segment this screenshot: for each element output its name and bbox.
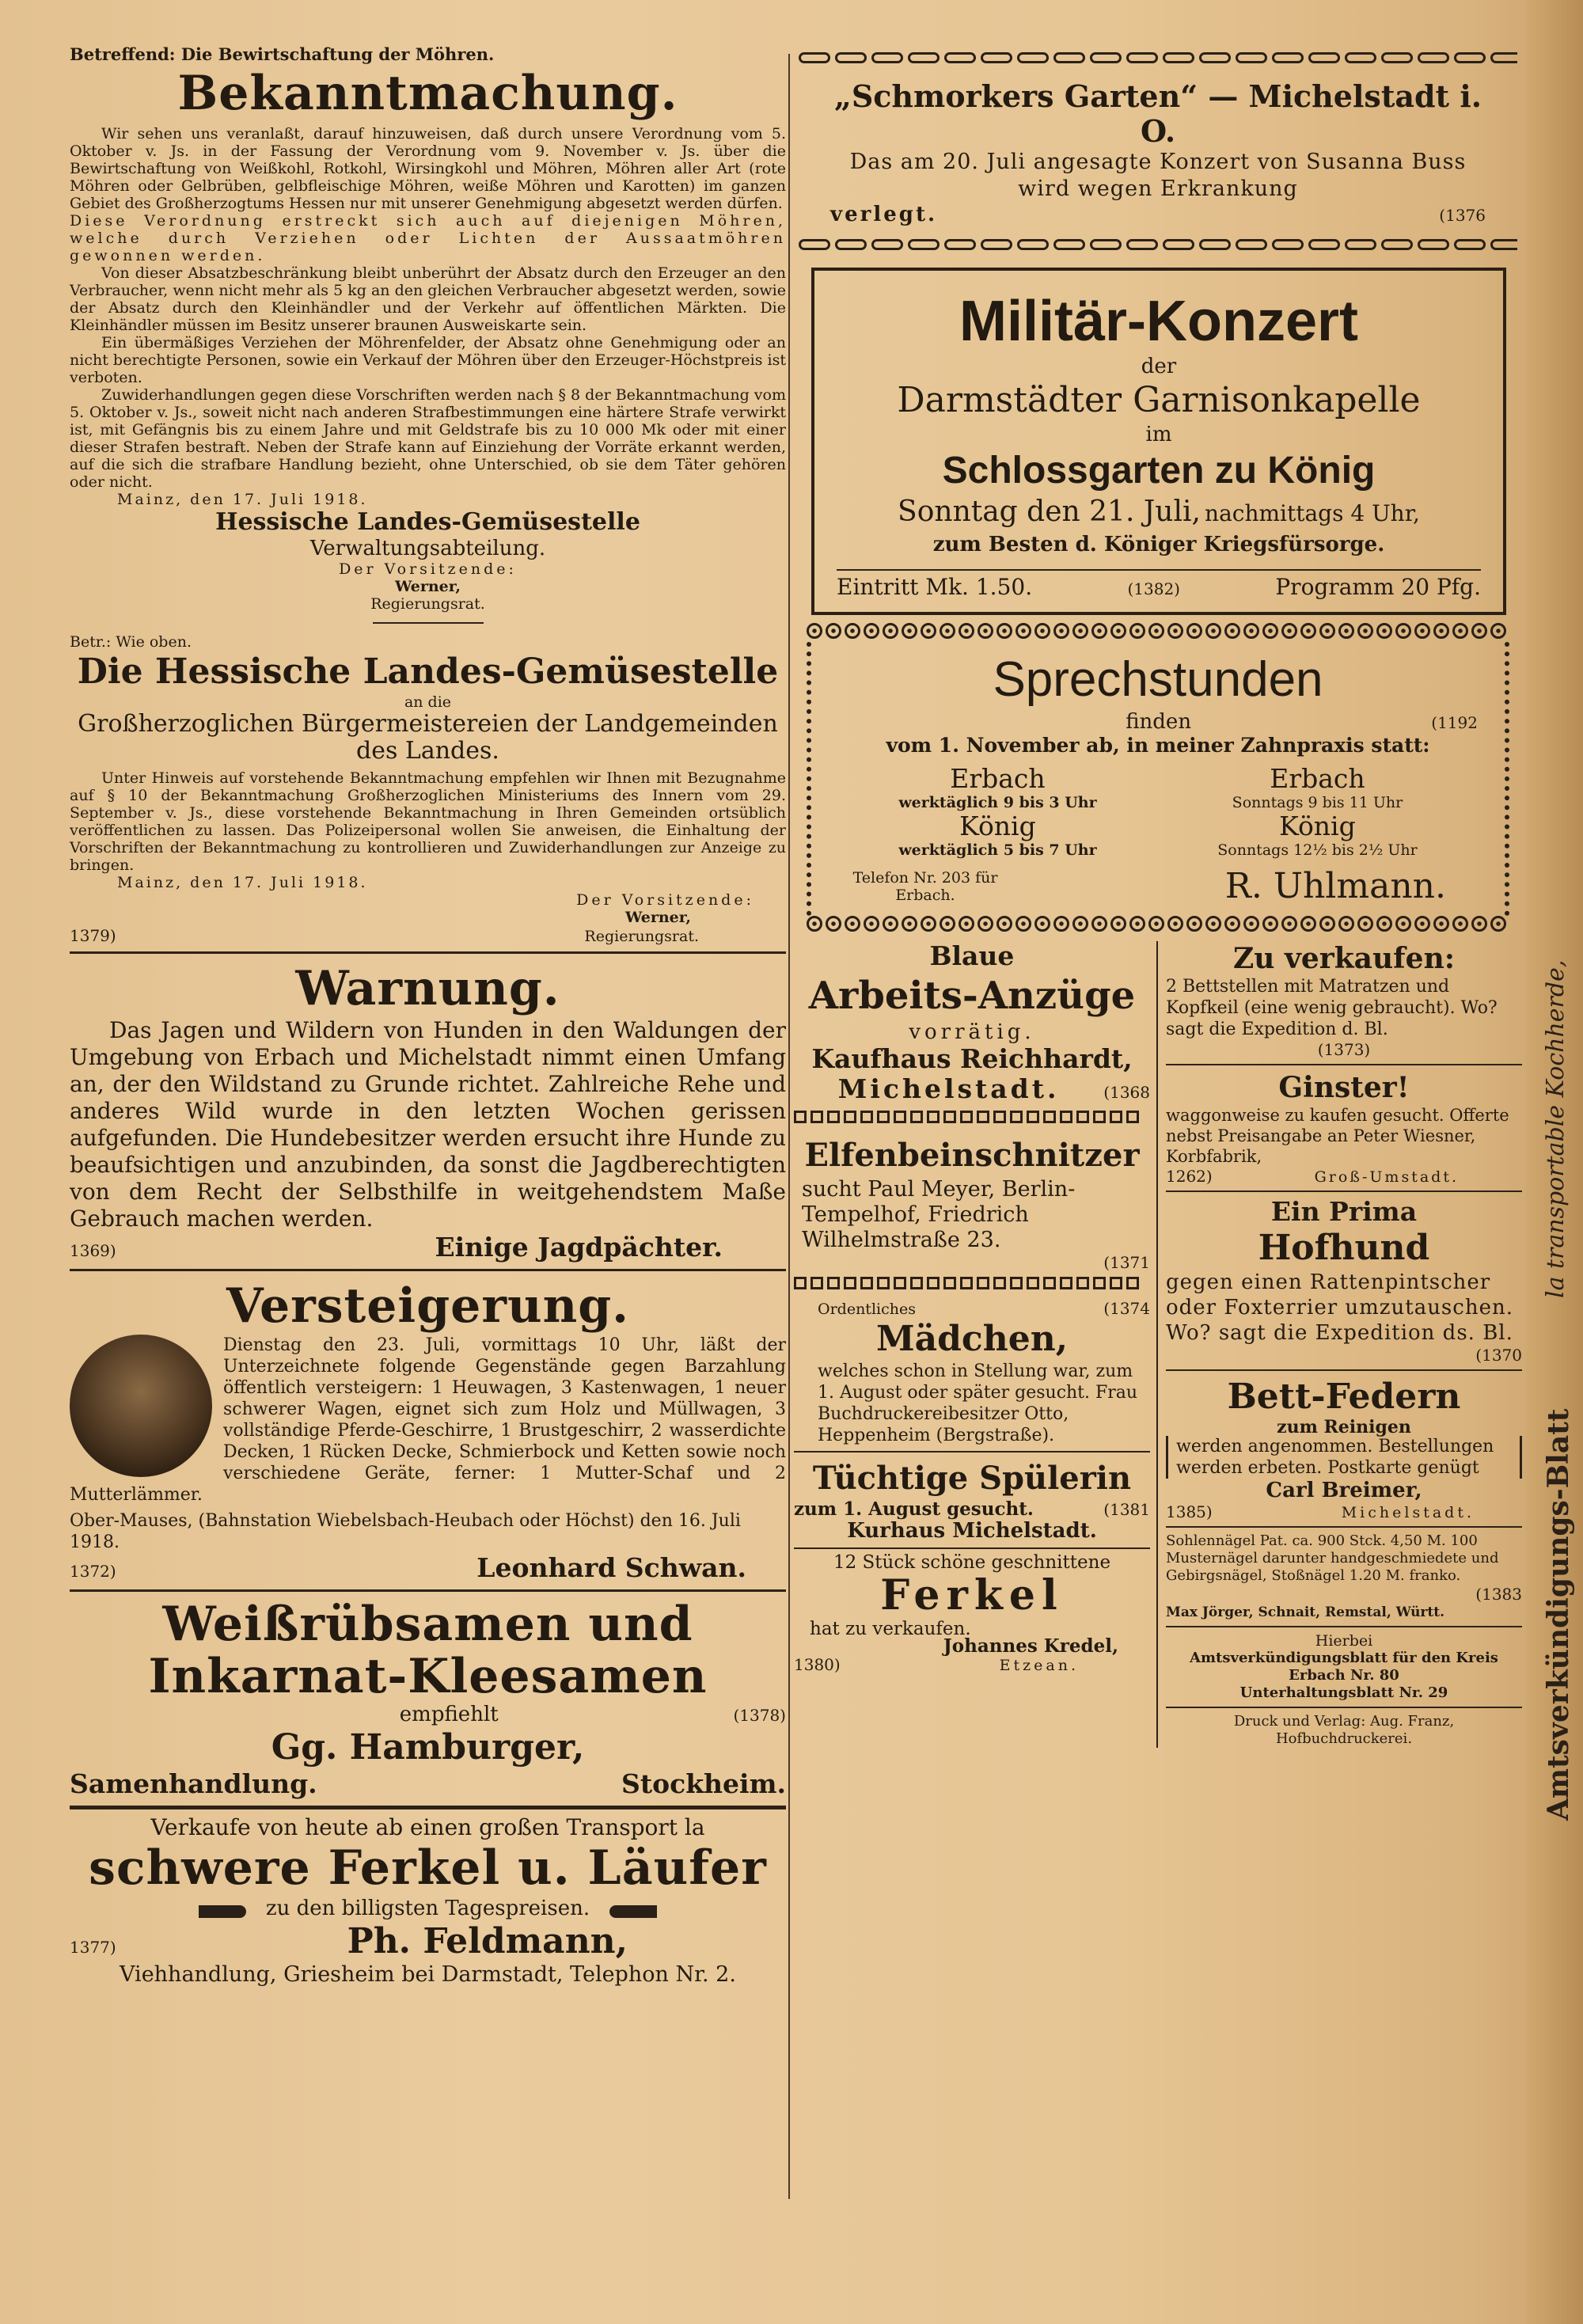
fk-title: Ferkel <box>880 1571 1064 1620</box>
small-ads-grid <box>794 941 1522 1748</box>
garten-verlegt: verlegt. <box>830 203 938 226</box>
ad-number: (1381 <box>1103 1500 1150 1519</box>
divider <box>1166 1064 1522 1065</box>
fk-intro: 12 Stück schöne geschnittene <box>833 1552 1111 1573</box>
bf-foot <box>1166 1502 1522 1521</box>
au-foot <box>794 1074 1150 1104</box>
imprint: Druck und Verlag: Aug. Franz, Hofbuchdruckerei. <box>1233 1713 1455 1747</box>
md-head <box>794 1299 1150 1318</box>
samen-ad <box>70 1598 786 1799</box>
left-column <box>70 46 786 1987</box>
zv-title: Zu verkaufen: <box>1232 942 1456 975</box>
notice-date: Mainz, den 17. Juli 1918. <box>117 491 368 508</box>
divider <box>1166 1707 1522 1708</box>
divider <box>1166 1626 1522 1627</box>
samen-empfiehlt: empfiehlt <box>399 1703 499 1726</box>
sp-koenig-werktag: werktäglich 5 bis 7 Uhr <box>898 841 1097 859</box>
fk-body: hat zu verkaufen. <box>810 1619 971 1639</box>
md-title: Mädchen, <box>875 1319 1069 1359</box>
notice2-body: Unter Hinweis auf vorstehende Bekanntmachung empfehlen wir Ihnen mit Bezugnahme auf § 10 der Bekanntmachung Großherzoglichen Ministeriums des Innern vom 29. September v. Js., diese vorstehende Bekanntmachung in Ihren Gemeinden ortsüblich veröffentlichen zu lassen. Das Polizeipersonal wollen Sie anweisen, die Einhaltung der Vorschriften der Bekanntmachung zu kontrollieren und Zuwiderhandlungen zur Anzeige zu bringen. <box>70 769 786 874</box>
au-firm: Kaufhaus Reichhardt, <box>811 1043 1133 1074</box>
ad-number: (1378) <box>733 1706 786 1725</box>
sp-erbach-2: Erbach <box>1270 763 1365 794</box>
versteigerung-place: Ober-Mauses, (Bahnstation Wiebelsbach-Heubach oder Höchst) den 16. Juli 1918. <box>70 1511 741 1552</box>
sp2-body: zum 1. August gesucht. <box>794 1498 1034 1520</box>
sp-erbach-werktag: werktäglich 9 bis 3 Uhr <box>898 794 1097 811</box>
garten-foot <box>830 203 1486 226</box>
bf-body: werden angenommen. Bestellungen werden erbeten. Postkarte genügt <box>1166 1436 1522 1479</box>
ornament-border-top <box>807 623 1509 642</box>
sp-telefon: Telefon Nr. 203 für Erbach. <box>852 869 998 904</box>
mk-entry: Eintritt Mk. 1.50. <box>837 574 1033 600</box>
bf-sub: zum Reinigen <box>1277 1417 1411 1437</box>
militaer-konzert-ad <box>811 268 1506 615</box>
notice2-date: Mainz, den 17. Juli 1918. <box>117 874 368 891</box>
zv-body: 2 Bettstellen mit Matratzen und Kopfkeil (eine wenig gebraucht). Wo? sagt die Expedition d. Bl. <box>1166 977 1498 1039</box>
ad-number: 1262) <box>1166 1167 1213 1186</box>
samen-empfiehlt-row <box>70 1703 786 1726</box>
mk-band: Darmstädter Garnisonkapelle <box>897 380 1421 420</box>
ferkel-intro: Verkaufe von heute ab einen großen Transport la <box>150 1814 705 1840</box>
ferkel-name: Ph. Feldmann, <box>347 1921 628 1961</box>
garten-title: „Schmorkers Garten“ — Michelstadt i. O. <box>833 78 1482 149</box>
bekanntmachung-notice <box>70 46 786 613</box>
ad-number: 1369) <box>70 1241 116 1260</box>
ad-number: 1385) <box>1166 1502 1213 1521</box>
ferkel-name-row <box>70 1920 786 1963</box>
sp-col-sonntag <box>1217 764 1417 859</box>
notice2-an: an die <box>404 693 452 711</box>
mk-benefit: zum Besten d. Königer Kriegsfürsorge. <box>932 533 1385 556</box>
divider <box>70 951 786 954</box>
hh-title: Hofhund <box>1258 1228 1430 1268</box>
sp2-title: Tüchtige Spülerin <box>812 1460 1132 1497</box>
ad-number: (1374 <box>1103 1299 1150 1318</box>
divider <box>837 569 1481 571</box>
landes-gemuesestelle-notice <box>70 633 786 945</box>
fk-foot <box>794 1655 1150 1674</box>
divider <box>1166 1369 1522 1371</box>
hofhund-ad <box>1166 1197 1522 1365</box>
samen-foot <box>70 1769 786 1799</box>
ad-number: (1368 <box>1103 1083 1150 1102</box>
warnung-body: Das Jagen und Wildern von Hunden in den Waldungen der Umgebung von Erbach und Michelstadt nimmt einen Umfang an, der den Wildstand zu Grunde richtet. Zahlreiche Rehe und anderes Wild wurde in den letzten Wochen gerissen aufgefunden. Die Hundebesitzer werden ersucht ihre Hunde zu beaufsichtigen und anzubinden, da sonst die Jagdberechtigten von dem Recht der Selbsthilfe in weitgehendstem Maße Gebrauch machen werden. <box>70 1017 786 1232</box>
md-ordentliches: Ordentliches <box>818 1301 916 1318</box>
divider <box>1166 1526 1522 1528</box>
au-town: Michelstadt. <box>837 1073 1060 1104</box>
sn-body: Sohlennägel Pat. ca. 900 Stck. 4,50 M. 100 Musternägel darunter handgeschmiedete und Gebirgsnägel, Stoßnägel 1.20 M. franko. <box>1166 1532 1499 1584</box>
notice-chair-label: Der Vorsitzende: <box>339 560 517 578</box>
notice-chair-name: Werner, <box>394 578 461 595</box>
sp-intro: vom 1. November ab, in meiner Zahnpraxis statt: <box>886 734 1430 757</box>
fk-name: Johannes Kredel, <box>943 1635 1118 1657</box>
versteigerung-signature: Leonhard Schwan. <box>476 1552 746 1583</box>
hz-line-2: Unterhaltungsblatt Nr. 29 <box>1239 1684 1448 1701</box>
divider <box>70 1806 786 1809</box>
gi-foot <box>1166 1167 1522 1186</box>
mk-date-row <box>837 496 1481 528</box>
ferkel-ad <box>70 1816 786 1987</box>
arbeitsanzuege-ad <box>794 941 1150 1104</box>
bf-name: Carl Breimer, <box>1266 1479 1422 1502</box>
right-column <box>794 46 1522 1748</box>
garten-ad <box>794 46 1522 256</box>
el-body: sucht Paul Meyer, Berlin-Tempelhof, Friedrich Wilhelmstraße 23. <box>802 1177 1076 1252</box>
sp-koenig-sonntag: Sonntags 12½ bis 2½ Uhr <box>1217 841 1418 859</box>
notice-body-3: Ein übermäßiges Verziehen der Möhrenfelder, der Absatz ohne Genehmigung oder an nicht berechtigte Personen, sowie ein Verkauf der Möhren über den Erzeuger-Höchstpreis ist verboten. <box>70 334 786 386</box>
sp-finden: finden <box>1126 710 1192 734</box>
adjacent-page-ad: la transportable Kochherde, <box>1542 959 1570 1298</box>
maedchen-ad <box>794 1299 1150 1446</box>
small-ads-left <box>794 941 1158 1748</box>
zu-verkaufen-ad <box>1166 941 1522 1059</box>
sp-title: Sprechstunden <box>993 652 1323 707</box>
warnung-foot <box>70 1232 786 1263</box>
garten-body: Das am 20. Juli angesagte Konzert von Susanna Buss wird wegen Erkrankung <box>849 150 1467 201</box>
samen-town: Stockheim. <box>621 1768 786 1799</box>
ferkel-address: Viehhandlung, Griesheim bei Darmstadt, Telephon Nr. 2. <box>120 1962 736 1987</box>
bf-title: Bett-Federn <box>1227 1377 1461 1417</box>
notice-chair-rank: Regierungsrat. <box>370 595 485 613</box>
notice-body-1: Wir sehen uns veranlaßt, darauf hinzuweisen, daß durch unsere Verordnung vom 5. Oktober v. Js. in der Fassung der Verordnung vom 9. November v. Js. über die Bewirtschaftung von Weißkohl, Rotkohl, Wirsingkohl und Möhren, Möhren aller Art (rote Möhren oder Gelbrüben, gelbfleischige Möhren, weiße Möhren und Karotten) im ganzen Gebiet des Großherzogtums Hessen nur mit unserer Genehmigung abgesetzt werden dürfen. <box>70 125 786 212</box>
ad-number: (1370 <box>1475 1346 1522 1365</box>
sp-koenig: König <box>959 811 1036 841</box>
sn-name: Max Jörger, Schnait, Remstal, Württ. <box>1166 1604 1445 1620</box>
samen-trade: Samenhandlung. <box>70 1768 317 1799</box>
adjacent-page-title: Amtsverkündigungs-Blatt <box>1542 1408 1575 1821</box>
sp-name: R. Uhlmann. <box>1224 866 1446 906</box>
auctioneer-portrait-image <box>70 1335 212 1477</box>
fk-town: Etzean. <box>999 1657 1079 1674</box>
notice-body-spaced: Diese Verordnung erstreckt sich auch auf diejenigen Möhren, welche durch Verziehen oder Lichten der Aussaatmöhren gewonnen werden. <box>70 212 786 264</box>
gi-title: Ginster! <box>1278 1071 1410 1104</box>
sp-finden-row <box>838 710 1478 734</box>
divider <box>794 1547 1150 1549</box>
ornament-border-top <box>799 49 1517 66</box>
column-rule <box>788 54 790 2199</box>
samen-firm: Gg. Hamburger, <box>271 1727 585 1768</box>
divider <box>794 1451 1150 1452</box>
divider <box>1166 1190 1522 1192</box>
warnung-title: Warnung. <box>295 961 560 1016</box>
sp2-firm: Kurhaus Michelstadt. <box>847 1519 1097 1543</box>
pointing-hand-left-icon <box>199 1905 246 1918</box>
versteigerung-foot <box>70 1553 786 1583</box>
ad-number: (1383 <box>1475 1585 1522 1604</box>
sp-foot <box>838 865 1478 908</box>
sohlennaegel-ad <box>1166 1532 1522 1621</box>
ad-number: (1382) <box>1127 579 1180 598</box>
ornament-border-bottom <box>799 236 1517 253</box>
ad-number: 1377) <box>70 1938 116 1957</box>
notice-body-2: Von dieser Absatzbeschränkung bleibt unberührt der Absatz durch den Erzeuger an den Verbraucher, wenn nicht mehr als 5 kg an den gleichen Verbraucher abgesetzt werden, sowie der Absatz durch den Kleinhändler und der Verkehr auf öffentlichen Märkten. Die Kleinhändler müssen im Besitz unserer braunen Ausweiskarte sein. <box>70 264 786 334</box>
ad-number: (1192 <box>1431 713 1478 732</box>
beilagen-notice <box>1166 1632 1522 1702</box>
versteigerung-title: Versteigerung. <box>226 1278 630 1334</box>
divider <box>70 1589 786 1592</box>
mk-time: nachmittags 4 Uhr, <box>1205 500 1420 526</box>
notice2-chair-name: Werner, <box>624 909 691 926</box>
ferkel2-ad <box>794 1554 1150 1674</box>
versteigerung-ad <box>70 1278 786 1583</box>
notice2-to: Großherzoglichen Bürgermeistereien der Landgemeinden <box>78 710 778 738</box>
notice2-title: Die Hessische Landes-Gemüsestelle <box>77 651 779 692</box>
notice-title: Bekanntmachung. <box>177 66 678 121</box>
gi-body: waggonweise zu kaufen gesucht. Offerte nebst Preisangabe an Peter Wiesner, Korbfabrik, <box>1166 1106 1509 1166</box>
sp-koenig-2: König <box>1279 811 1356 841</box>
mk-im: im <box>1145 423 1172 446</box>
bettfedern-ad <box>1166 1376 1522 1521</box>
el-title: Elfenbeinschnitzer <box>804 1137 1140 1174</box>
sp-erbach: Erbach <box>950 763 1046 794</box>
sp-erbach-sonntag: Sonntags 9 bis 11 Uhr <box>1232 794 1403 811</box>
ferkel-title: schwere Ferkel u. Läufer <box>89 1840 767 1896</box>
betr-line: Betr.: Wie oben. <box>70 633 192 651</box>
notice-org-dept: Verwaltungsabteilung. <box>309 537 546 560</box>
versteigerung-body: Dienstag den 23. Juli, vormittags 10 Uhr, läßt der Unterzeichnete folgende Gegenstände gegen Barzahlung öffentlich versteigern: 1 Heuwagen, 3 Kastenwagen, 1 neuer schwerer Wagen, eignet sich zum Holz und Müllwagen, 3 vollständige Pferde-Geschirre, 1 Brustgeschirr, 2 wasserdichte Decken, 1 Rücken Decke, Schmierbock und Ketten sowie noch verschiedene Geräte, ferner: 1 Mutter-Schaf und 2 Mutterlämmer. <box>70 1335 786 1505</box>
sp2-row <box>794 1500 1150 1519</box>
md-body: welches schon in Stellung war, zum 1. August oder später gesucht. Frau Buchdruckereibesitzer Otto, Heppenheim (Bergstraße). <box>818 1361 1138 1445</box>
hh-body: gegen einen Rattenpintscher oder Foxterrier umzutauschen. Wo? sagt die Expedition ds. Bl. <box>1166 1270 1513 1345</box>
samen-title-1: Weißrübsamen und <box>162 1597 693 1652</box>
mk-foot <box>837 575 1481 599</box>
samen-title-2: Inkarnat-Kleesamen <box>148 1649 708 1704</box>
sp-col-werktag <box>898 764 1096 859</box>
warnung-ad <box>70 960 786 1263</box>
ad-number: (1373) <box>1317 1040 1371 1059</box>
ornament-row <box>794 1111 1150 1128</box>
mk-program: Programm 20 Pfg. <box>1275 574 1481 600</box>
notice2-to-2: des Landes. <box>356 737 499 765</box>
ginster-ad <box>1166 1070 1522 1186</box>
mk-place: Schlossgarten zu König <box>942 450 1376 492</box>
mk-der: der <box>1141 355 1177 378</box>
hz-line-1: Amtsverkündigungsblatt für den Kreis Erbach Nr. 80 <box>1190 1650 1498 1684</box>
pointing-hand-right-icon <box>609 1905 657 1918</box>
hz-head: Hierbei <box>1315 1632 1373 1650</box>
ad-number: (1376 <box>1439 206 1486 225</box>
elfenbein-ad <box>794 1134 1150 1272</box>
ornament-row <box>794 1277 1150 1294</box>
mk-title: Militär-Konzert <box>959 290 1358 353</box>
sp-hours <box>838 764 1478 859</box>
ornament-border-bottom <box>807 916 1509 935</box>
au-vorraetig: vorrätig. <box>909 1020 1035 1044</box>
small-ads-right <box>1166 941 1522 1748</box>
notice2-chair-label: Der Vorsitzende: <box>576 891 754 909</box>
ferkel-price: zu den billigsten Tagespreisen. <box>265 1897 590 1920</box>
notice-body-4: Zuwiderhandlungen gegen diese Vorschriften werden nach § 8 der Bekanntmachung vom 5. Oktober v. Js., soweit nicht nach anderen Strafbestimmungen eine härtere Strafe verwirkt ist, mit Gefängnis bis zu einem Jahre und mit Geldstrafe bis zu 10 000 Mk oder mit einer dieser Strafen bestraft. Neben der Strafe kann auf Einziehung der Vorräte erkannt werden, auf die sich die strafbare Handlung bezieht, ohne Unterschied, ob sie dem Täter gehören oder nicht. <box>70 386 786 491</box>
ad-number: 1380) <box>794 1655 841 1674</box>
divider <box>70 1269 786 1271</box>
hh-pre: Ein Prima <box>1270 1196 1418 1227</box>
ad-number: 1372) <box>70 1562 116 1581</box>
au-blaue: Blaue <box>929 940 1015 971</box>
ad-number: 1379) <box>70 926 116 945</box>
gi-town: Groß-Umstadt. <box>1314 1168 1459 1186</box>
warnung-signature: Einige Jagdpächter. <box>435 1232 723 1263</box>
subject-line: Betreffend: Die Bewirtschaftung der Möhren. <box>70 44 495 64</box>
ad-number: (1371 <box>1103 1253 1150 1272</box>
notice2-chair-rank: Regierungsrat. <box>584 928 699 945</box>
au-title: Arbeits-Anzüge <box>808 974 1136 1018</box>
notice-org: Hessische Landes-Gemüsestelle <box>215 508 640 536</box>
sprechstunden-ad <box>799 623 1517 935</box>
mk-date: Sonntag den 21. Juli, <box>898 496 1201 528</box>
spuelerin-ad <box>794 1457 1150 1543</box>
ferkel-price-row <box>70 1897 786 1920</box>
notice2-foot <box>70 926 786 945</box>
divider <box>373 622 484 624</box>
bf-town: Michelstadt. <box>1341 1504 1475 1521</box>
